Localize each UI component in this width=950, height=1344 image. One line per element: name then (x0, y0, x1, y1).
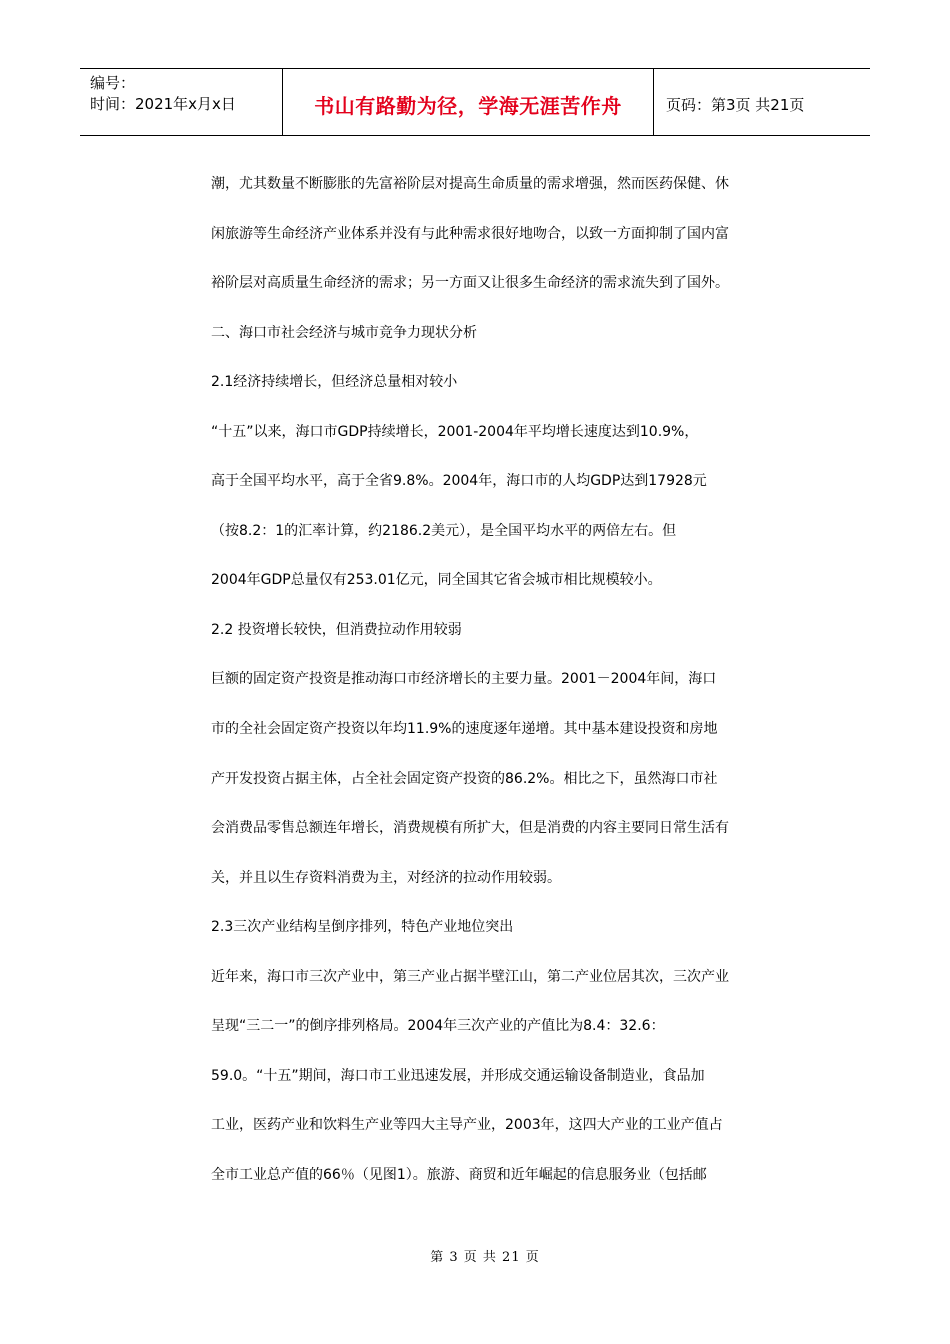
section-heading: 二、海口市社会经济与城市竞争力现状分析 (211, 325, 477, 341)
body-line: 裕阶层对高质量生命经济的需求；另一方面又让很多生命经济的需求流失到了国外。 (211, 275, 729, 291)
header-motto: 书山有路勤为径，学海无涯苦作舟 (282, 69, 654, 135)
body-line: 高于全国平均水平，高于全省9.8%。2004年，海口市的人均GDP达到17928元 (211, 473, 707, 489)
body-line: （按8.2：1的汇率计算，约2186.2美元），是全国平均水平的两倍左右。但 (211, 523, 677, 539)
page-header (80, 68, 870, 136)
body-line: 近年来，海口市三次产业中，第三产业占据半壁江山，第二产业位居其次，三次产业 (211, 969, 729, 985)
body-line: 全市工业总产值的66％（见图1）。旅游、商贸和近年崛起的信息服务业（包括邮 (211, 1167, 707, 1183)
body-line: 闲旅游等生命经济产业体系并没有与此种需求很好地吻合，以致一方面抑制了国内富 (211, 226, 729, 242)
body-line: 巨额的固定资产投资是推动海口市经济增长的主要力量。2001－2004年间，海口 (211, 671, 717, 687)
header-page-info: 页码：第3页 共21页 (666, 95, 805, 114)
page-footer: 第 3 页 共 21 页 (430, 1250, 540, 1265)
header-meta (80, 69, 282, 135)
body-line: 市的全社会固定资产投资以年均11.9%的速度逐年递增。其中基本建设投资和房地 (211, 721, 718, 737)
body-line: 59.0。“十五”期间，海口市工业迅速发展，并形成交通运输设备制造业，食品加 (211, 1068, 705, 1084)
body-line: 工业，医药产业和饮料生产业等四大主导产业，2003年，这四大产业的工业产值占 (211, 1117, 723, 1133)
document-date-label: 时间：2021年x月x日 (90, 95, 236, 113)
body-line: 关，并且以生存资料消费为主，对经济的拉动作用较弱。 (211, 870, 561, 886)
body-line: 会消费品零售总额连年增长，消费规模有所扩大，但是消费的内容主要同日常生活有 (211, 820, 729, 836)
body-line: 呈现“三二一”的倒序排列格局。2004年三次产业的产值比为8.4：32.6： (211, 1018, 665, 1034)
document-number-label: 编号： (90, 74, 136, 92)
subsection-heading: 2.3三次产业结构呈倒序排列，特色产业地位突出 (211, 919, 514, 935)
body-line: 潮，尤其数量不断膨胀的先富裕阶层对提高生命质量的需求增强，然而医药保健、休 (211, 176, 729, 192)
subsection-heading: 2.1经济持续增长，但经济总量相对较小 (211, 374, 458, 390)
body-line: 2004年GDP总量仅有253.01亿元，同全国其它省会城市相比规模较小。 (211, 572, 662, 588)
body-line: “十五”以来，海口市GDP持续增长，2001-2004年平均增长速度达到10.9%， (211, 424, 699, 440)
body-line: 产开发投资占据主体，占全社会固定资产投资的86.2%。相比之下，虽然海口市社 (211, 771, 718, 787)
subsection-heading: 2.2 投资增长较快，但消费拉动作用较弱 (211, 622, 462, 638)
